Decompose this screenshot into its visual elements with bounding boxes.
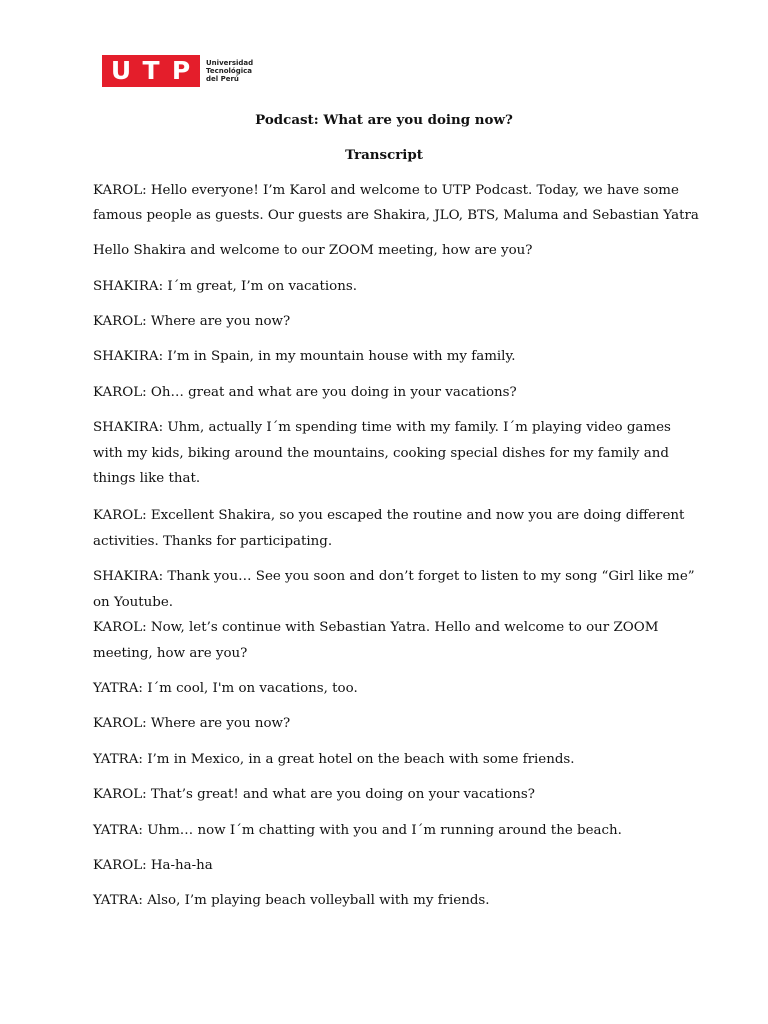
transcript-line: famous people as guests. Our guests are Shakira, JLO, BTS, Maluma and Sebastian Yatra	[93, 208, 699, 223]
document-subtitle: Transcript	[345, 147, 423, 163]
transcript-line: YATRA: I´m cool, I'm on vacations, too.	[93, 681, 358, 696]
university-name	[206, 59, 253, 83]
transcript-line: with my kids, biking around the mountains, cooking special dishes for my family and	[93, 446, 669, 461]
transcript-line: meeting, how are you?	[93, 646, 248, 661]
transcript-line: SHAKIRA: Uhm, actually I´m spending time with my family. I´m playing video games	[93, 420, 671, 435]
utp-logo-box	[102, 55, 200, 87]
transcript-line: YATRA: Uhm… now I´m chatting with you and I´m running around the beach.	[93, 823, 622, 838]
transcript-line: SHAKIRA: I’m in Spain, in my mountain house with my family.	[93, 349, 516, 364]
university-name-line-3: del Perú	[206, 75, 239, 83]
transcript-line: KAROL: Now, let’s continue with Sebastian Yatra. Hello and welcome to our ZOOM	[93, 620, 659, 635]
transcript-line: KAROL: Where are you now?	[93, 314, 291, 329]
transcript-line: KAROL: Ha-ha-ha	[93, 858, 213, 873]
transcript-line: KAROL: Oh… great and what are you doing in your vacations?	[93, 385, 517, 400]
transcript-line: things like that.	[93, 471, 201, 486]
transcript-line: KAROL: Hello everyone! I’m Karol and welcome to UTP Podcast. Today, we have some	[93, 183, 679, 198]
document-title: Podcast: What are you doing now?	[255, 112, 513, 128]
logo-letter-u: U	[110, 56, 132, 85]
transcript-line: YATRA: I’m in Mexico, in a great hotel on the beach with some friends.	[93, 752, 575, 767]
transcript-line: Hello Shakira and welcome to our ZOOM meeting, how are you?	[93, 243, 533, 258]
utp-logo	[102, 55, 253, 87]
logo-letter-t: T	[142, 56, 160, 85]
transcript-line: YATRA: Also, I’m playing beach volleyball with my friends.	[93, 893, 490, 908]
university-name-line-2: Tecnológica	[206, 67, 253, 75]
logo-letter-p: P	[171, 56, 191, 85]
transcript-line: KAROL: Excellent Shakira, so you escaped the routine and now you are doing different	[93, 508, 685, 523]
transcript-line: SHAKIRA: I´m great, I’m on vacations.	[93, 279, 358, 294]
transcript-line: on Youtube.	[93, 595, 174, 610]
transcript-line: KAROL: That’s great! and what are you doing on your vacations?	[93, 787, 535, 802]
transcript-line: activities. Thanks for participating.	[93, 534, 333, 549]
transcript-line: SHAKIRA: Thank you… See you soon and don’t forget to listen to my song “Girl like me”	[93, 569, 695, 584]
transcript-line: KAROL: Where are you now?	[93, 716, 291, 731]
university-name-line-1: Universidad	[206, 59, 254, 67]
